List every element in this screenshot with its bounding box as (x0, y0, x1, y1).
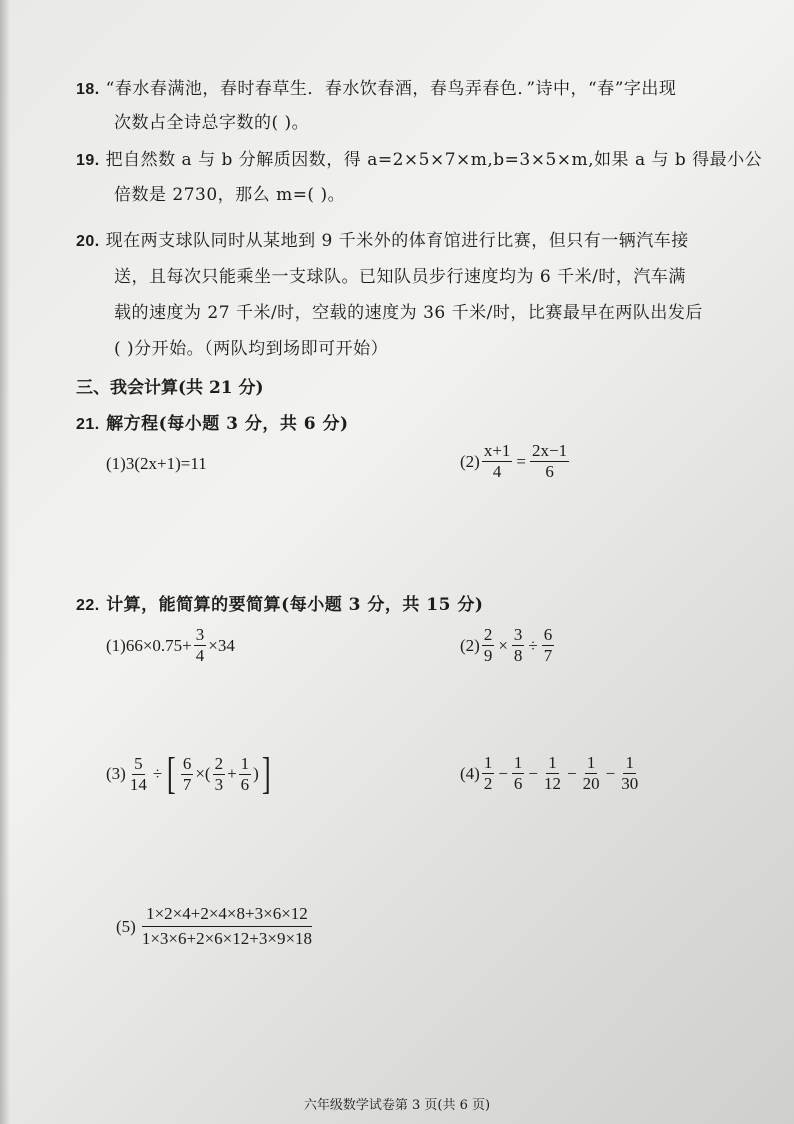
operator: ÷ (528, 635, 538, 655)
problem-label: (2) (460, 451, 480, 471)
fraction: $\frac{6}{7}$ (543, 625, 553, 665)
fraction: $\frac{1}{2}$ (483, 753, 493, 793)
page-shadow (0, 0, 10, 1124)
question-22 (76, 590, 483, 615)
question-20-line2: 送，且每次只能乘坐一支球队。已知队员步行速度均为 6 千米/时，汽车满 (114, 267, 686, 287)
operator: ) (253, 764, 259, 783)
minus-sign: − (567, 763, 577, 783)
problem-label: (2) (460, 635, 480, 655)
question-number: 18. (76, 81, 100, 98)
question-number: 19. (76, 152, 100, 169)
calc-2 (460, 626, 556, 665)
problem-label: (5) (116, 916, 136, 936)
problem-label: (1) (106, 454, 126, 473)
minus-sign: − (528, 763, 539, 783)
section-title: 三、我会计算(共 21 分) (76, 378, 264, 398)
operator: × (498, 635, 508, 655)
equals-sign: = (516, 451, 527, 471)
question-text: 现在两支球队同时从某地到 9 千米外的体育馆进行比赛，但只有一辆汽车接 (105, 231, 689, 251)
equation-2 (460, 442, 571, 481)
question-text: “春水春满池，春时春草生．春水饮春酒，春鸟弄春色．”诗中，“春”字出现 (105, 79, 677, 99)
page-footer: 六年级数学试卷第 3 页(共 6 页) (303, 1098, 491, 1113)
fraction: $\frac{2}{9}$ (483, 625, 493, 665)
fraction: $\frac{1\times 2\times 4+2\times 4\times 8+3\times 6\times 12}{1\times 3\times 6+2\times 6\times 12+3\times 9\times 18}$ (141, 904, 313, 948)
minus-sign: − (498, 763, 508, 783)
calc-1 (106, 626, 235, 665)
fraction: $\frac{6}{7}$ (182, 753, 192, 794)
problem-label: (3) (106, 764, 126, 783)
fraction: $\frac{1}{12}$ (544, 753, 562, 793)
equation-expression: 3(2x+1)=11 (125, 454, 207, 473)
question-18-line2: 次数占全诗总字数的( )。 (114, 113, 310, 133)
question-text: 把自然数 a 与 b 分解质因数，得 a=2×5×7×m,b=3×5×m,如果 a 与 b 得最小公 (105, 150, 763, 170)
problem-label: (4) (460, 763, 480, 783)
expression-part: 66×0.75+ (125, 635, 192, 655)
operator: + (227, 764, 237, 783)
minus-sign: − (605, 763, 616, 783)
calc-3 (106, 749, 274, 798)
question-20-line3: 载的速度为 27 千米/时，空载的速度为 36 千米/时，比赛最早在两队出发后 (114, 303, 703, 323)
problem-label: (1) (106, 635, 126, 655)
fraction: $\frac{1}{6}$ (240, 753, 250, 794)
fraction: $\frac{5}{14}$ (129, 753, 147, 794)
fraction: $\frac{3}{8}$ (513, 625, 523, 665)
question-20 (76, 226, 689, 251)
question-number: 21. (76, 416, 100, 433)
question-title: 解方程(每小题 3 分，共 6 分) (106, 414, 349, 434)
fraction: $\frac{x+1}{4}$ (483, 441, 511, 481)
left-bracket: [ (167, 749, 176, 798)
right-bracket: ] (261, 749, 271, 798)
question-18 (76, 74, 676, 99)
fraction: $\frac{1}{30}$ (621, 753, 639, 793)
calc-4 (460, 754, 642, 793)
question-title: 计算，能简算的要简算(每小题 3 分，共 15 分) (106, 595, 484, 615)
calc-5 (116, 905, 318, 948)
question-number: 20. (76, 233, 100, 250)
fraction: $\frac{2}{3}$ (214, 753, 224, 794)
fraction: $\frac{1}{20}$ (582, 753, 600, 793)
fraction: $\frac{1}{6}$ (513, 753, 523, 793)
question-19-line2: 倍数是 2730，那么 m=( )。 (114, 185, 346, 205)
question-number: 22. (76, 597, 100, 614)
question-19 (76, 145, 762, 170)
fraction: $\frac{3}{4}$ (195, 625, 205, 665)
equation-1 (106, 454, 207, 474)
fraction: $\frac{2x-1}{6}$ (532, 441, 568, 481)
operator: ÷ (152, 764, 163, 783)
question-21 (76, 409, 349, 434)
expression-part: ×34 (208, 635, 235, 655)
question-20-line4: ( )分开始。（两队均到场即可开始） (114, 339, 389, 359)
operator: ×( (195, 764, 211, 783)
